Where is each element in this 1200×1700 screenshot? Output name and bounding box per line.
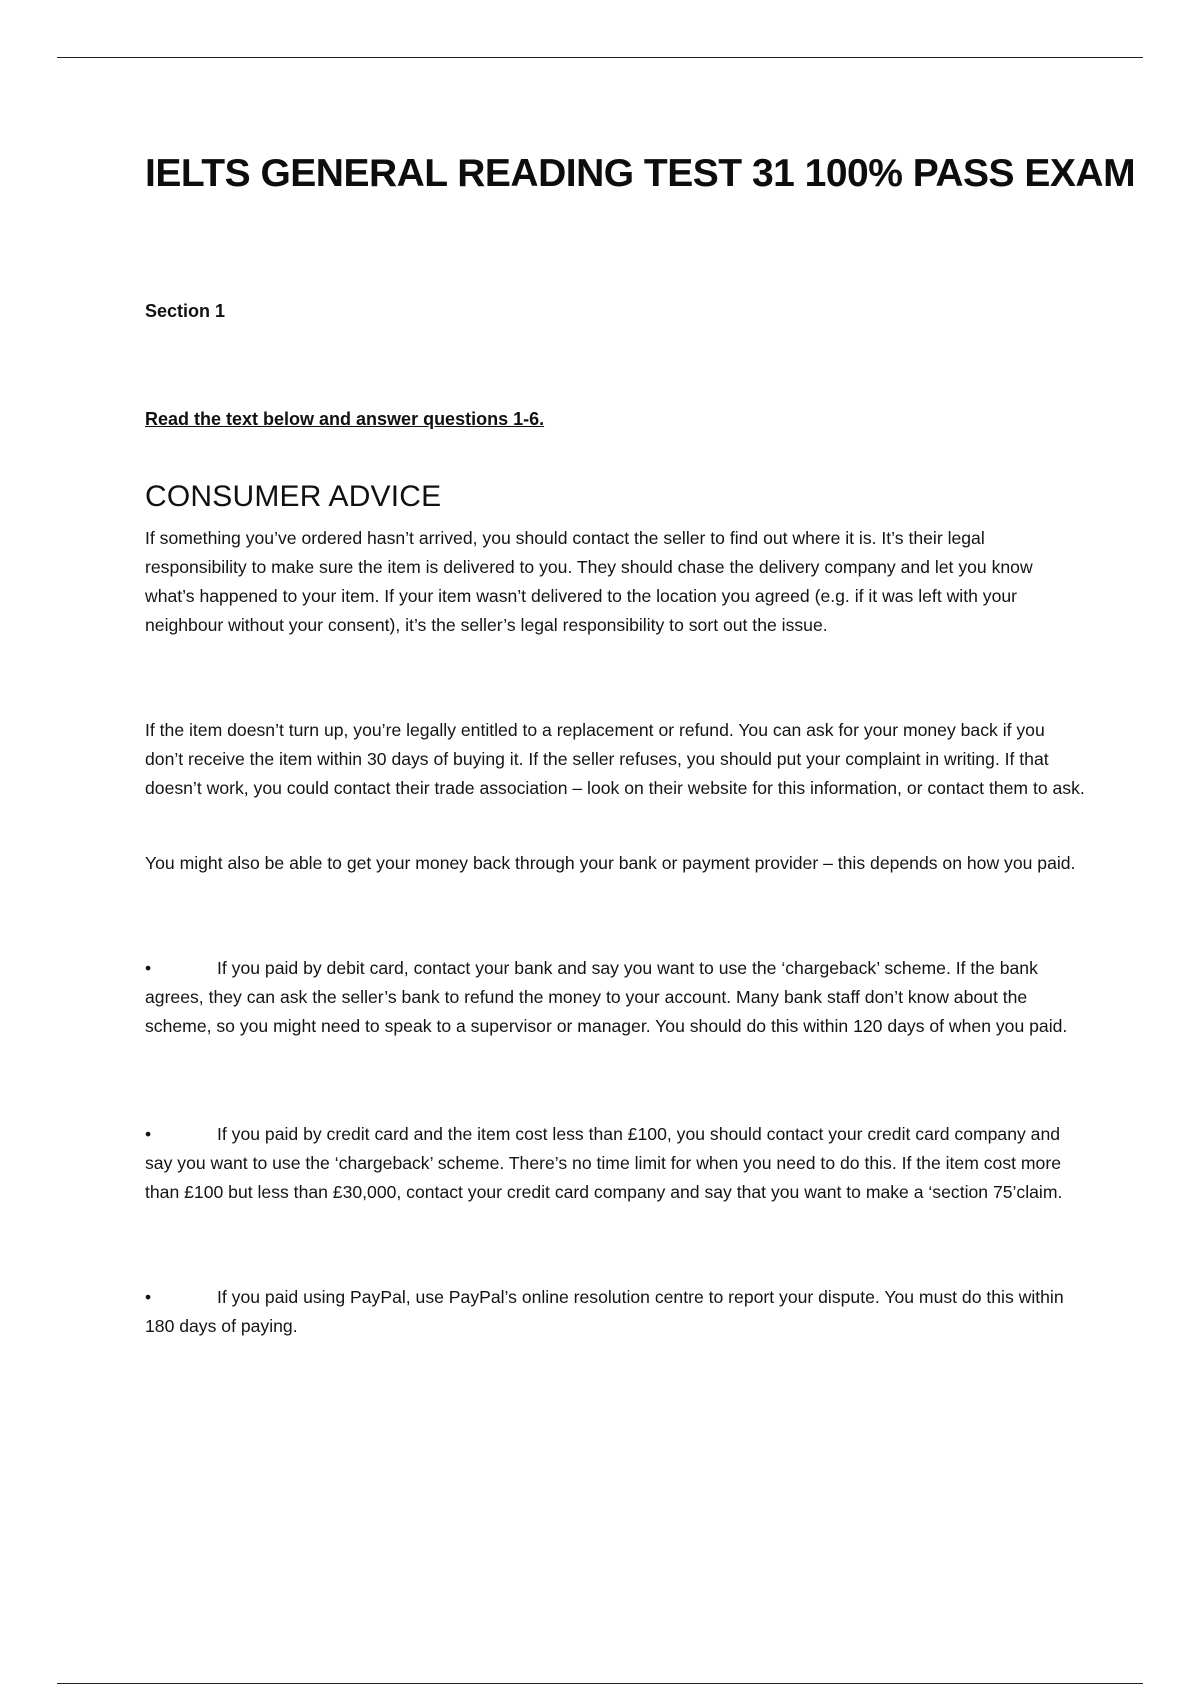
bullet-item: [145, 954, 1085, 1041]
paragraph: If something you’ve ordered hasn’t arrived, you should contact the seller to find out where it is. It’s their legal responsibility to make sure the item is delivered to you. They should chase the delivery company and let you know what’s happened to your item. If your item wasn’t delivered to the location you agreed (e.g. if it was left with your neighbour without your consent), it’s the seller’s legal responsibility to sort out the issue.: [145, 528, 1033, 635]
article-heading: CONSUMER ADVICE: [145, 480, 442, 513]
bullet-item: [145, 1120, 1085, 1207]
footer-rule: [57, 1683, 1143, 1684]
bullet-icon: •: [145, 1124, 152, 1144]
bullet-item: [145, 1283, 1085, 1341]
bullet-text: If you paid by debit card, contact your bank and say you want to use the ‘chargeback’ scheme. If the bank agrees, they can ask the seller’s bank to refund the money to your account. Many bank staff don’t know about the scheme, so you might need to speak to a supervisor or manager. You should do this within 120 days of when you paid.: [145, 958, 1068, 1036]
document-title: IELTS GENERAL READING TEST 31 100% PASS EXAM: [145, 152, 1136, 195]
bullet-text: If you paid by credit card and the item cost less than £100, you should contact your credit card company and say you want to use the ‘chargeback’ scheme. There’s no time limit for when you need to do this. If the item cost more than £100 but less than £30,000, contact your credit card company and say that you want to make a ‘section 75’claim.: [145, 1124, 1063, 1202]
paragraph: You might also be able to get your money back through your bank or payment provider – this depends on how you paid.: [145, 853, 1076, 873]
bullet-icon: •: [145, 958, 152, 978]
bullet-text: If you paid using PayPal, use PayPal’s online resolution centre to report your dispute. You must do this within 180 days of paying.: [145, 1287, 1064, 1336]
reading-instruction: Read the text below and answer questions 1-6.: [145, 409, 545, 429]
bullet-icon: •: [145, 1287, 152, 1307]
paragraph: If the item doesn’t turn up, you’re legally entitled to a replacement or refund. You can ask for your money back if you don’t receive the item within 30 days of buying it. If the seller refuses, you should put your complaint in writing. If that doesn’t work, you could contact their trade association – look on their website for this information, or contact them to ask.: [145, 720, 1085, 798]
section-label: Section 1: [145, 301, 226, 321]
header-rule: [57, 57, 1143, 58]
